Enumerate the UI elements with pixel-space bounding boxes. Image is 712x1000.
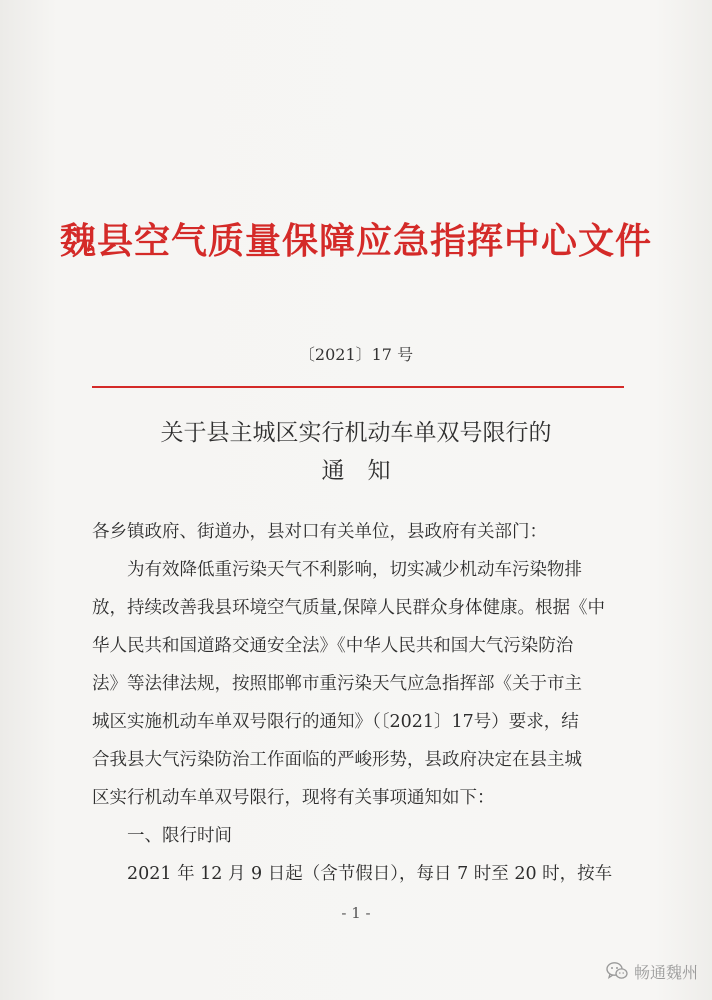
subject-line-2: 通 知	[321, 458, 391, 484]
section-heading-restriction-time: 一、限行时间	[92, 826, 232, 846]
issuer-title: 魏县空气质量保障应急指挥中心文件	[59, 220, 652, 262]
body-line: 为有效降低重污染天气不利影响，切实减少机动车污染物排	[92, 560, 582, 580]
watermark-text: 畅通魏州	[633, 962, 698, 982]
subject-line-1: 关于县主城区实行机动车单双号限行的	[160, 420, 552, 446]
wechat-icon	[606, 961, 628, 981]
document-number: 〔2021〕17 号	[298, 345, 414, 364]
body-line-addressees: 各乡镇政府、街道办，县对口有关单位，县政府有关部门：	[92, 522, 547, 542]
source-watermark	[606, 960, 698, 982]
body-line: 合我县大气污染防治工作面临的严峻形势，县政府决定在县主城	[92, 750, 582, 770]
body-line: 2021 年 12 月 9 日起（含节假日），每日 7 时至 20 时，按车	[92, 864, 613, 884]
body-line: 城区实施机动车单双号限行的通知》（〔2021〕17号）要求，结	[92, 712, 579, 732]
page-number: - 1 -	[341, 904, 371, 922]
body-line: 华人民共和国道路交通安全法》《中华人民共和国大气污染防治	[92, 636, 574, 656]
red-divider-line	[92, 386, 624, 388]
body-line: 法》等法律法规，按照邯郸市重污染天气应急指挥部《关于市主	[92, 674, 582, 694]
body-line: 区实行机动车单双号限行，现将有关事项通知如下：	[92, 788, 495, 808]
body-line: 放，持续改善我县环境空气质量,保障人民群众身体健康。根据《中	[92, 598, 606, 618]
